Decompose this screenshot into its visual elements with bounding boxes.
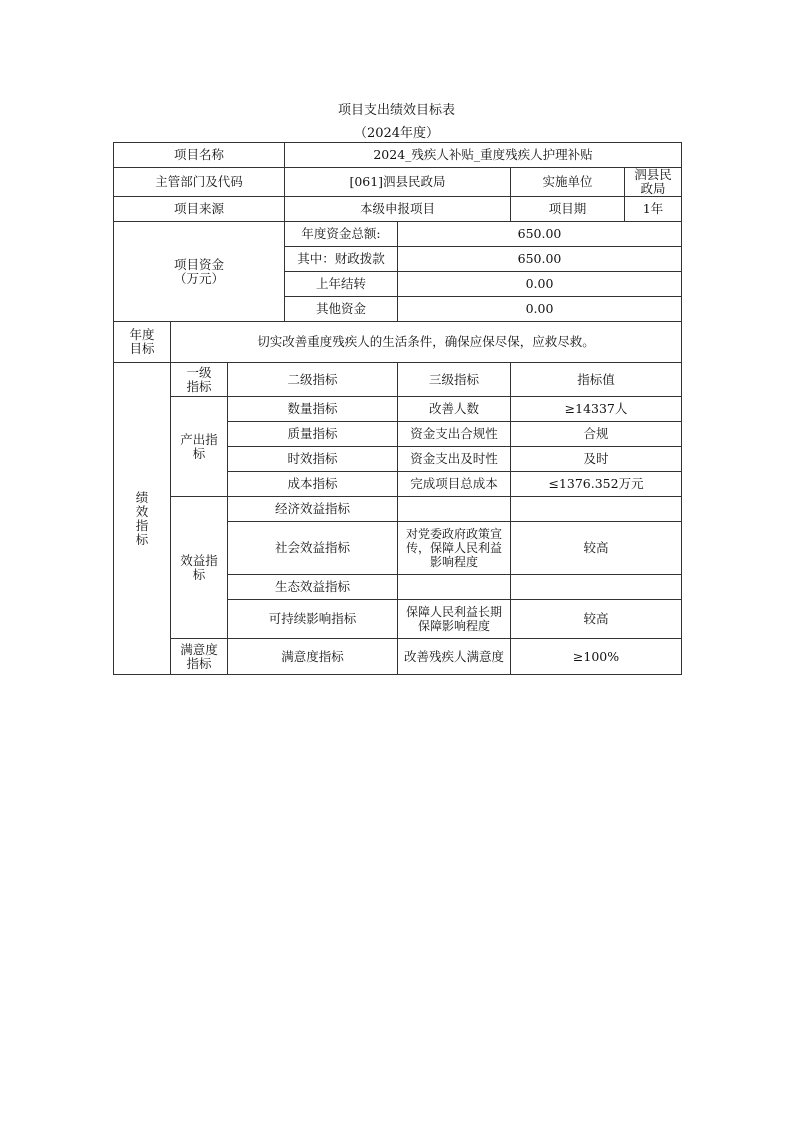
header-level1-line2: 指标 [186, 378, 212, 394]
impl-label: 实施单位 [511, 168, 625, 197]
value-cell: 及时 [511, 447, 682, 472]
level3-line: 保障影响程度 [417, 619, 490, 633]
year-note: （2024年度） [353, 126, 440, 141]
funds-label-line1: 项目资金 [173, 256, 224, 272]
level3-cell: 改善残疾人满意度 [398, 639, 511, 675]
goal-text: 切实改善重度残疾人的生活条件，确保应保尽保，应救尽救。 [171, 322, 682, 363]
level3-line: 传，保障人民利益 [405, 541, 502, 555]
funds-label-line2: （万元） [173, 270, 224, 286]
value-cell: ≥100% [511, 639, 682, 675]
level2-cell: 满意度指标 [228, 639, 398, 675]
source-label: 项目来源 [114, 197, 285, 222]
satisfaction-label-line1: 满意度 [180, 641, 218, 657]
project-name-label: 项目名称 [114, 143, 285, 168]
funds-total-label: 年度资金总额: [285, 222, 398, 247]
value-cell [511, 575, 682, 600]
level3-cell [398, 575, 511, 600]
goal-label-line2: 目标 [129, 341, 155, 356]
header-level1-line1: 一级 [186, 364, 212, 380]
output-label-line2: 标 [192, 445, 206, 461]
level3-line: 对党委政府政策宣 [405, 527, 502, 541]
level2-cell: 时效指标 [228, 447, 398, 472]
funds-carry-value: 0.00 [398, 272, 682, 297]
benefit-label-line1: 效益指 [180, 552, 218, 568]
perf-label-char: 绩 [135, 489, 149, 505]
funds-fiscal-value: 650.00 [398, 247, 682, 272]
level3-cell: 完成项目总成本 [398, 472, 511, 497]
period-value: 1年 [625, 197, 682, 222]
level3-cell: 资金支出及时性 [398, 447, 511, 472]
level3-cell: 改善人数 [398, 397, 511, 422]
value-cell: 合规 [511, 422, 682, 447]
impl-value: 泗县民政局 [625, 168, 682, 197]
benefit-label-line2: 标 [192, 566, 206, 582]
funds-total-value: 650.00 [398, 222, 682, 247]
funds-fiscal-label: 其中：财政拨款 [285, 247, 398, 272]
dept-value: [061]泗县民政局 [285, 168, 511, 197]
header-level1 [171, 363, 228, 397]
output-label-line1: 产出指 [180, 431, 218, 447]
header-level3: 三级指标 [398, 363, 511, 397]
performance-table [113, 142, 682, 675]
level3-cell [398, 497, 511, 522]
perf-label [114, 363, 171, 675]
value-cell: 较高 [511, 600, 682, 639]
level3-cell [398, 522, 511, 575]
level3-cell: 资金支出合规性 [398, 422, 511, 447]
level2-cell: 质量指标 [228, 422, 398, 447]
value-cell: 较高 [511, 522, 682, 575]
goal-label [114, 322, 171, 363]
row-annual-goal [114, 322, 682, 363]
level2-cell: 经济效益指标 [228, 497, 398, 522]
perf-label-char: 标 [135, 531, 149, 547]
table-row [114, 497, 682, 522]
level2-cell: 生态效益指标 [228, 575, 398, 600]
dept-label: 主管部门及代码 [114, 168, 285, 197]
level2-cell: 可持续影响指标 [228, 600, 398, 639]
satisfaction-label-line2: 指标 [186, 655, 212, 671]
level3-cell [398, 600, 511, 639]
benefit-label [171, 497, 228, 639]
funds-label [114, 222, 285, 322]
row-source [114, 197, 682, 222]
row-indicator-header [114, 363, 682, 397]
funds-other-value: 0.00 [398, 297, 682, 322]
value-cell [511, 497, 682, 522]
row-project-name [114, 143, 682, 168]
header-level2: 二级指标 [228, 363, 398, 397]
perf-label-char: 指 [135, 517, 149, 533]
row-department [114, 168, 682, 197]
level3-line: 影响程度 [429, 555, 478, 569]
satisfaction-label [171, 639, 228, 675]
row-funds-total [114, 222, 682, 247]
source-value: 本级申报项目 [285, 197, 511, 222]
header-value: 指标值 [511, 363, 682, 397]
project-name-value: 2024_残疾人补贴_重度残疾人护理补贴 [285, 143, 682, 168]
funds-other-label: 其他资金 [285, 297, 398, 322]
output-label [171, 397, 228, 497]
funds-carry-label: 上年结转 [285, 272, 398, 297]
table-row [114, 639, 682, 675]
level3-line: 保障人民利益长期 [405, 605, 502, 619]
level2-cell: 数量指标 [228, 397, 398, 422]
level2-cell: 成本指标 [228, 472, 398, 497]
value-cell: ≤1376.352万元 [511, 472, 682, 497]
perf-label-char: 效 [135, 503, 149, 519]
page-title: 项目支出绩效目标表 [337, 103, 455, 118]
value-cell: ≥14337人 [511, 397, 682, 422]
table-row [114, 397, 682, 422]
period-label: 项目期 [511, 197, 625, 222]
goal-label-line1: 年度 [129, 327, 155, 342]
level2-cell: 社会效益指标 [228, 522, 398, 575]
